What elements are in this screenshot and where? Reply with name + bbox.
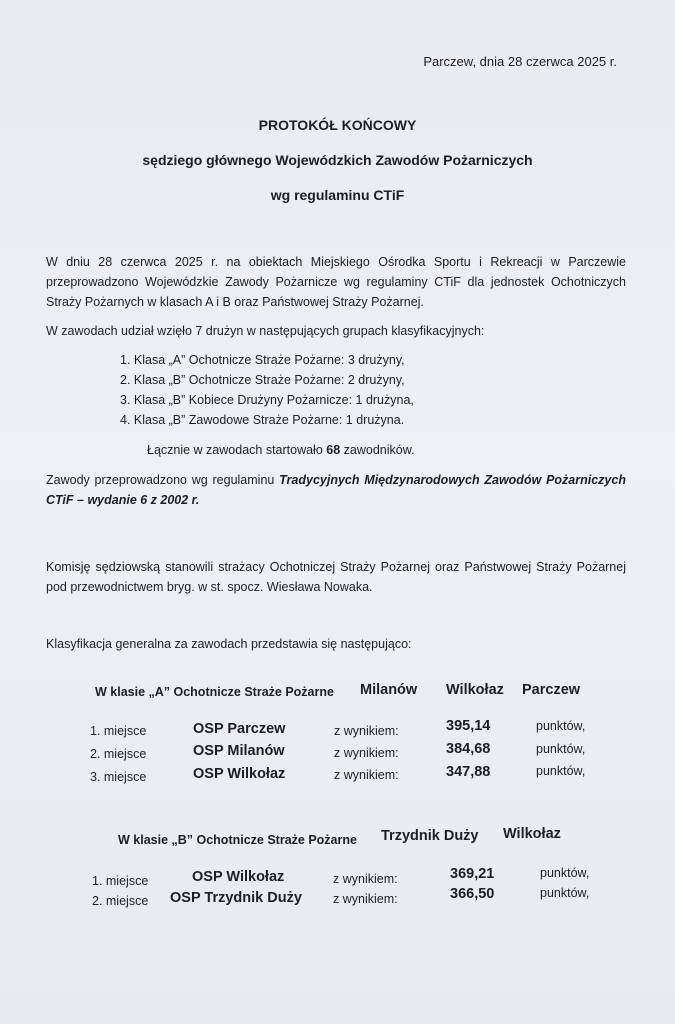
score-unit: punktów,	[536, 742, 586, 756]
document-title: PROTOKÓŁ KOŃCOWY	[258, 117, 417, 133]
list-item: 3. Klasa „B” Kobiece Drużyny Pożarnicze: 1 drużyna,	[120, 393, 414, 407]
document-subtitle-regulation: wg regulaminu CTiF	[270, 187, 405, 203]
class-a-team: Milanów	[360, 682, 418, 698]
class-a-title: W klasie „A” Ochotnicze Straże Pożarne	[95, 685, 334, 699]
list-item: 1. Klasa „A” Ochotnicze Straże Pożarne: 3 drużyny,	[120, 353, 405, 367]
score: 366,50	[450, 886, 495, 902]
place-date: Parczew, dnia 28 czerwca 2025 r.	[423, 54, 617, 69]
document-subtitle: sędziego głównego Wojewódzkich Zawodów Pożarniczych	[142, 152, 533, 168]
class-a-team: Parczew	[522, 682, 581, 698]
place: 2. miejsce	[90, 747, 147, 761]
regulation-prefix: Zawody przeprowadzono wg regulaminu	[46, 473, 275, 487]
place: 3. miejsce	[90, 770, 147, 784]
place: 2. miejsce	[92, 894, 149, 908]
list-item: 2. Klasa „B” Ochotnicze Straże Pożarne: 2 drużyny,	[120, 373, 405, 387]
score: 347,88	[446, 764, 491, 780]
score-label: z wynikiem:	[333, 872, 398, 886]
groups-list	[120, 350, 414, 430]
team-name: OSP Milanów	[193, 743, 285, 759]
jury-paragraph: Komisję sędziowską stanowili strażacy Ochotniczej Straży Pożarnej oraz Państwowej Straży Pożarnej pod przewodnictwem bryg. w st. spocz. Wiesława Nowaka.	[46, 560, 626, 594]
score-label: z wynikiem:	[334, 746, 399, 760]
score-unit: punktów,	[536, 764, 586, 778]
teams-intro: W zawodach udział wzięło 7 drużyn w następujących grupach klasyfikacyjnych:	[46, 324, 485, 338]
class-b-title: W klasie „B” Ochotnicze Straże Pożarne	[118, 833, 357, 847]
score-unit: punktów,	[540, 866, 590, 880]
team-name: OSP Wilkołaz	[193, 766, 286, 782]
score-label: z wynikiem:	[334, 768, 399, 782]
total-count: 68	[326, 443, 341, 457]
score: 369,21	[450, 866, 495, 882]
total-prefix: Łącznie w zawodach startowało	[147, 443, 323, 457]
total-participants	[147, 443, 415, 457]
score-unit: punktów,	[536, 719, 586, 733]
place: 1. miejsce	[92, 874, 149, 888]
list-item: 4. Klasa „B” Zawodowe Straże Pożarne: 1 drużyna.	[120, 413, 405, 427]
team-name: OSP Wilkołaz	[192, 869, 285, 885]
score: 384,68	[446, 741, 491, 757]
team-name: OSP Trzydnik Duży	[170, 890, 302, 906]
team-name: OSP Parczew	[193, 721, 286, 737]
intro-paragraph: W dniu 28 czerwca 2025 r. na obiektach Miejskiego Ośrodka Sportu i Rekreacji w Parczewie przeprowadzono Wojewódzkie Zawody Pożarnicze wg regulaminy CTiF dla jednostek Ochotniczych Straży Pożarnych w klasach A i B oraz Państwowej Straży Pożarnej.	[46, 255, 626, 309]
total-suffix: zawodników.	[343, 443, 415, 457]
class-a-team: Wilkołaz	[446, 682, 504, 698]
score: 395,14	[446, 718, 491, 734]
score-unit: punktów,	[540, 886, 590, 900]
place: 1. miejsce	[90, 724, 147, 738]
regulation-paragraph	[46, 470, 626, 510]
regulation-title: Tradycyjnych Międzynarodowych Zawodów Pożarniczych CTiF – wydanie 6 z 2002 r.	[46, 473, 626, 507]
class-b-team: Wilkołaz	[503, 826, 561, 842]
class-b-team: Trzydnik Duży	[381, 828, 479, 844]
classification-intro: Klasyfikacja generalna za zawodach przedstawia się następująco:	[46, 637, 412, 651]
score-label: z wynikiem:	[334, 724, 399, 738]
score-label: z wynikiem:	[333, 892, 398, 906]
